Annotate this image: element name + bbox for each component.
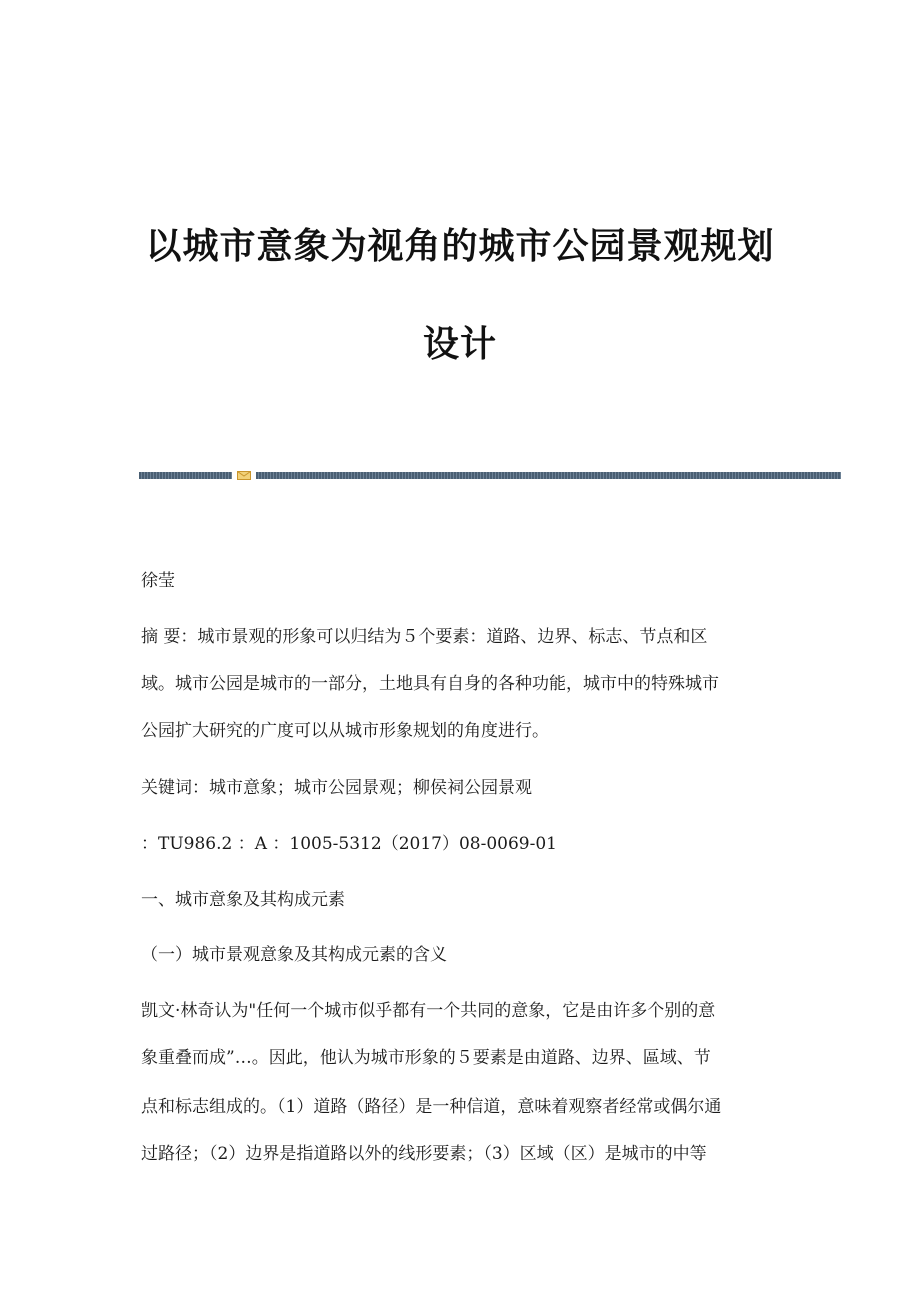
paragraph-line: 凯文·林奇认为"任何一个城市似乎都有一个共同的意象，它是由许多个别的意 bbox=[141, 1001, 716, 1021]
paragraph-line: 象重叠而成”…。因此，他认为城市形象的５要素是由道路、边界、區域、节 bbox=[141, 1048, 711, 1068]
document-title-line-2: 设计 bbox=[422, 323, 497, 365]
classification-line: ：TU986.2 ：A ：1005-5312（2017）08-0069-01 bbox=[141, 834, 557, 854]
divider-bar-right bbox=[256, 472, 841, 479]
subsection-heading: （一）城市景观意象及其构成元素的含义 bbox=[141, 945, 447, 965]
envelope-ornament-icon bbox=[237, 471, 251, 480]
abstract-line: 公园扩大研究的广度可以从城市形象规划的角度进行。 bbox=[141, 721, 549, 741]
author-name: 徐莹 bbox=[141, 571, 175, 591]
title-divider bbox=[139, 471, 841, 480]
divider-bar-left bbox=[139, 472, 232, 479]
abstract-line: 摘 要：城市景观的形象可以归结为５个要素：道路、边界、标志、节点和区 bbox=[141, 627, 708, 647]
paragraph-line: 过路径；（2）边界是指道路以外的线形要素；（3）区域（区）是城市的中等 bbox=[141, 1144, 707, 1164]
paragraph-line: 点和标志组成的。（1）道路（路径）是一种信道，意味着观察者经常或偶尔通 bbox=[141, 1097, 722, 1117]
section-heading: 一、城市意象及其构成元素 bbox=[141, 890, 345, 910]
keywords-line: 关键词：城市意象；城市公园景观；柳侯祠公园景观 bbox=[141, 778, 532, 798]
abstract-line: 域。城市公园是城市的一部分，土地具有自身的各种功能，城市中的特殊城市 bbox=[141, 674, 719, 694]
document-title-line-1: 以城市意象为视角的城市公园景观规划 bbox=[145, 225, 775, 267]
